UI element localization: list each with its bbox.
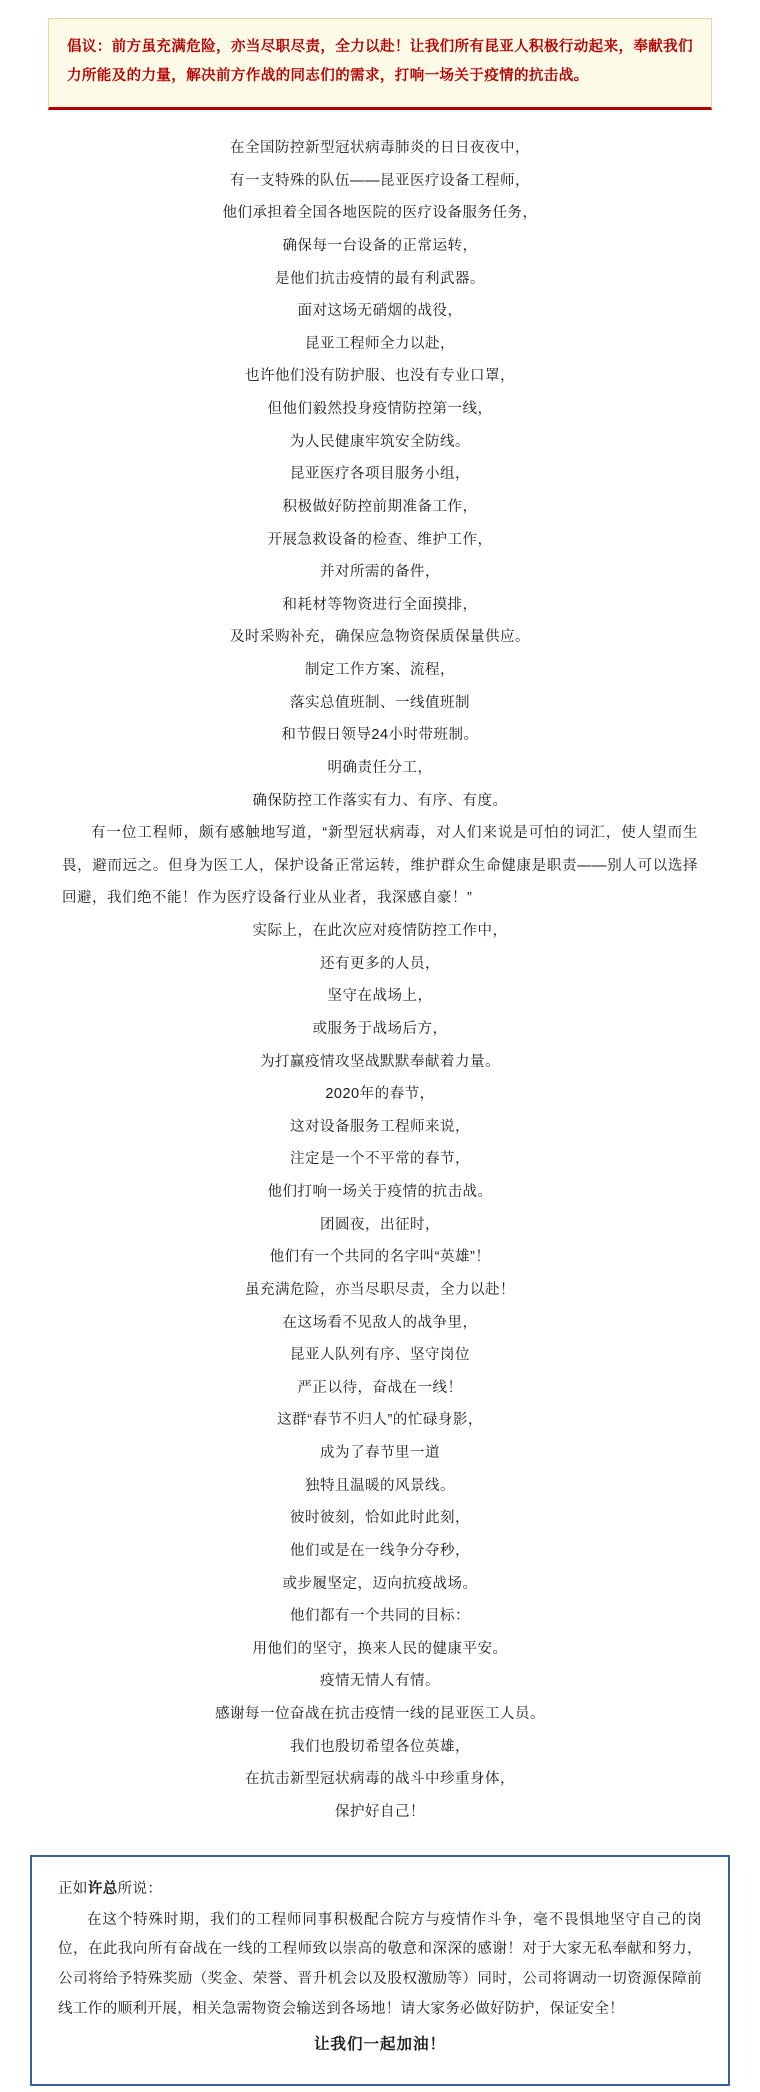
callout-text (67, 33, 693, 91)
document-page (0, 18, 760, 2092)
quote-final-line: 让我们一起加油！ (313, 2036, 446, 2054)
body-line: 虽充满危险，亦当尽职尽责，全力以赴！ (245, 1281, 515, 1298)
body-line: 和耗材等物资进行全面摸排， (282, 596, 478, 613)
body-line: 也许他们没有防护服、也没有专业口罩， (245, 368, 515, 385)
body-paragraph-engineer-quote: 有一位工程师，颇有感触地写道，“新型冠状病毒，对人们来说是可怕的词汇，使人望而生畏，避而远之。但身为医工人，保护设备正常运转，维护群众生命健康是职责——别人可以选择回避，我们绝不能！作为医疗设备行业从业者，我深感自豪！” (62, 825, 698, 907)
body-line: 他们都有一个共同的目标： (290, 1608, 470, 1625)
body-line: 保护好自己！ (335, 1803, 425, 1820)
body-line: 还有更多的人员， (320, 955, 440, 972)
body-line: 在全国防控新型冠状病毒肺炎的日日夜夜中， (230, 140, 530, 156)
body-line: 严正以待，奋战在一线！ (297, 1379, 463, 1396)
quote-heading-prefix: 正如 (58, 1880, 88, 1897)
body-line: 注定是一个不平常的春节， (290, 1151, 470, 1168)
body-line: 确保每一台设备的正常运转， (282, 237, 478, 254)
body-line: 积极做好防控前期准备工作， (282, 498, 478, 515)
body-line: 或服务于战场后方， (312, 1020, 448, 1037)
body-line: 昆亚人队列有序、坚守岗位 (290, 1347, 470, 1364)
body-line: 独特且温暖的风景线。 (305, 1477, 455, 1494)
body-line: 这群“春节不归人”的忙碌身影， (277, 1412, 483, 1429)
body-line: 及时采购补充，确保应急物资保质保量供应。 (230, 629, 530, 646)
body-line: 为人民健康牢筑安全防线。 (290, 433, 470, 450)
body-line: 但他们毅然投身疫情防控第一线， (267, 401, 493, 417)
body-line: 明确责任分工， (327, 759, 433, 776)
body-line: 用他们的坚守，换来人民的健康平安。 (252, 1640, 508, 1657)
callout-lead-label: 倡议： (67, 39, 112, 55)
body-line: 落实总值班制、一线值班制 (290, 694, 470, 711)
body-line: 在这场看不见敌人的战争里， (282, 1314, 478, 1331)
callout-box (48, 18, 712, 110)
body-line: 团圆夜，出征时， (320, 1216, 440, 1233)
body-line: 我们也殷切希望各位英雄， (290, 1738, 470, 1755)
body-line: 他们承担着全国各地医院的医疗设备服务任务， (222, 205, 538, 222)
body-line: 在抗击新型冠状病毒的战斗中珍重身体， (245, 1771, 515, 1788)
body-line: 有一支特殊的队伍——昆亚医疗设备工程师， (230, 172, 530, 189)
body-line: 感谢每一位奋战在抗击疫情一线的昆亚医工人员。 (215, 1706, 545, 1722)
body-line: 或步履坚定，迈向抗疫战场。 (282, 1575, 478, 1592)
body-line: 确保防控工作落实有力、有序、有度。 (252, 792, 508, 809)
callout-body-text: 前方虽充满危险，亦当尽职尽责，全力以赴！让我们所有昆亚人积极行动起来，奉献我们力所能及的力量，解决前方作战的同志们的需求，打响一场关于疫情的抗击战。 (67, 39, 693, 84)
body-line: 开展急救设备的检查、维护工作， (267, 531, 493, 548)
body-line: 成为了春节里一道 (320, 1445, 440, 1461)
body-line: 坚守在战场上， (327, 988, 433, 1005)
body-line: 这对设备服务工程师来说， (290, 1118, 470, 1135)
body-line: 实际上，在此次应对疫情防控工作中， (252, 923, 508, 939)
body-line: 他们打响一场关于疫情的抗击战。 (267, 1184, 493, 1200)
body-line: 2020年的春节， (325, 1086, 435, 1103)
quote-box (30, 1855, 730, 2087)
quote-body: 在这个特殊时期，我们的工程师同事积极配合院方与疫情作斗争，毫不畏惧地坚守自己的岗位，在此我向所有奋战在一线的工程师致以崇高的敬意和深深的感谢！对于大家无私奉献和努力，公司将给予特殊奖励（奖金、荣誉、晋升机会以及股权激励等）同时，公司将调动一切资源保障前线工作的顺利开展，相关急需物资会输送到各场地！请大家务必做好防护，保证安全！ (58, 1911, 702, 2017)
quote-heading-name: 许总 (87, 1880, 118, 1897)
quote-heading (58, 1875, 702, 1904)
body-line: 昆亚工程师全力以赴， (305, 335, 455, 352)
body-line: 面对这场无硝烟的战役， (297, 303, 463, 320)
quote-heading-suffix: 所说： (117, 1880, 163, 1897)
body-line: 他们或是在一线争分夺秒， (290, 1542, 470, 1559)
body-line: 和节假日领导24小时带班制。 (281, 727, 479, 744)
body-line: 制定工作方案、流程， (305, 662, 455, 678)
body-line: 彼时彼刻，恰如此时此刻， (290, 1510, 470, 1527)
body-line: 为打赢疫情攻坚战默默奉献着力量。 (260, 1053, 500, 1070)
body-line: 昆亚医疗各项目服务小组， (290, 466, 470, 483)
body-line: 疫情无情人有情。 (320, 1673, 440, 1690)
body-line: 他们有一个共同的名字叫“英雄”！ (269, 1249, 491, 1266)
body-line: 是他们抗击疫情的最有利武器。 (275, 270, 485, 287)
body-line: 并对所需的备件， (320, 564, 440, 581)
body-lines (60, 132, 700, 1829)
